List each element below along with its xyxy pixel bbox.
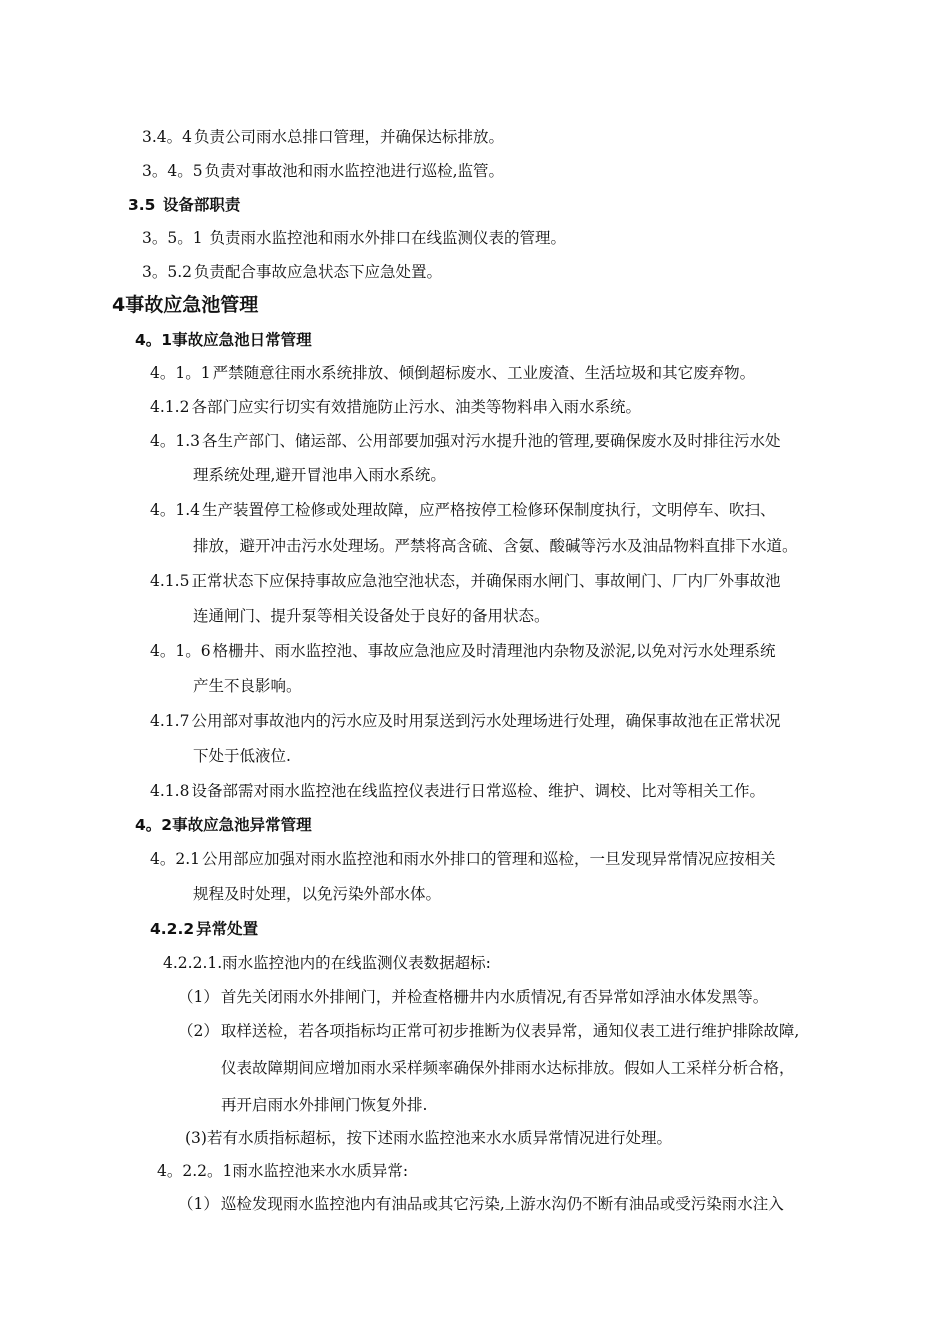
item-1: （1） 首先关闭雨水外排闸门，并检查格栅井内水质情况,有否异常如浮油水体发黑等。 — [178, 988, 769, 1006]
section-4-1-heading: 4。1事故应急池日常管理 — [135, 331, 312, 349]
clause-4-1-7: 4.1.7 公用部对事故池内的污水应及时用泵送到污水处理场进行处理，确保事故池在正常状况 — [150, 712, 781, 730]
clause-4-1-5: 4.1.5 正常状态下应保持事故应急池空池状态，并确保雨水闸门、事故闸门、厂内厂外事故池 — [150, 572, 781, 590]
clause-4-1-2: 4.1.2 各部门应实行切实有效措施防止污水、油类等物料串入雨水系统。 — [150, 398, 641, 416]
clause-3-4-4: 3.4。4 负责公司雨水总排口管理，并确保达标排放。 — [142, 128, 505, 146]
clause-4-1-6-cont: 产生不良影响。 — [193, 677, 302, 695]
section-4-2-heading: 4。2事故应急池异常管理 — [135, 816, 312, 834]
item-2-cont-1: 仪表故障期间应增加雨水采样频率确保外排雨水达标排放。假如人工采样分析合格， — [221, 1059, 795, 1077]
clause-4-1-5-cont: 连通闸门、提升泵等相关设备处于良好的备用状态。 — [193, 607, 550, 625]
clause-4-1-1: 4。1。1 严禁随意往雨水系统排放、倾倒超标废水、工业废渣、生活垃圾和其它废弃物。 — [150, 364, 756, 382]
item-3: (3)若有水质指标超标，按下述雨水监控池来水水质异常情况进行处理。 — [185, 1129, 672, 1147]
item-2-cont-2: 再开启雨水外排闸门恢复外排. — [221, 1096, 428, 1114]
clause-4-1-6: 4。1。6 格栅井、雨水监控池、事故应急池应及时清理池内杂物及淤泥,以免对污水处理系统 — [150, 642, 776, 660]
clause-4-2-2-1-b: 4。2.2。1雨水监控池来水水质异常: — [157, 1162, 409, 1180]
clause-4-2-2-heading: 4.2.2 异常处置 — [150, 920, 259, 938]
chapter-4-heading: 4事故应急池管理 — [112, 294, 259, 316]
clause-4-1-7-cont: 下处于低液位. — [193, 747, 291, 765]
clause-4-1-3-cont: 理系统处理,避开冒池串入雨水系统。 — [193, 466, 446, 484]
clause-4-2-1: 4。2.1 公用部应加强对雨水监控池和雨水外排口的管理和巡检，一旦发现异常情况应按相关 — [150, 850, 776, 868]
item-1-b: （1） 巡检发现雨水监控池内有油品或其它污染,上游水沟仍不断有油品或受污染雨水注入 — [178, 1195, 784, 1213]
section-3-5-heading: 3.5 设备部职责 — [128, 196, 241, 214]
clause-4-1-8: 4.1.8 设备部需对雨水监控池在线监控仪表进行日常巡检、维护、调校、比对等相关工作。 — [150, 782, 765, 800]
clause-4-2-2-1: 4.2.2.1.雨水监控池内的在线监测仪表数据超标: — [163, 954, 491, 972]
clause-3-4-5: 3。4。5 负责对事故池和雨水监控池进行巡检,监管。 — [142, 162, 505, 180]
clause-4-1-4-cont: 排放，避开冲击污水处理场。严禁将高含硫、含氨、酸碱等污水及油品物料直排下水道。 — [193, 537, 798, 555]
clause-3-5-2: 3。5.2 负责配合事故应急状态下应急处置。 — [142, 263, 443, 281]
item-2: （2） 取样送检，若各项指标均正常可初步推断为仪表异常，通知仪表工进行维护排除故障, — [178, 1022, 800, 1040]
clause-4-1-4: 4。1.4 生产装置停工检修或处理故障，应严格按停工检修环保制度执行，文明停车、吹扫、 — [150, 501, 776, 519]
clause-4-2-1-cont: 规程及时处理，以免污染外部水体。 — [193, 885, 442, 903]
clause-4-1-3: 4。1.3 各生产部门、储运部、公用部要加强对污水提升池的管理,要确保废水及时排往污水处 — [150, 432, 781, 450]
clause-3-5-1: 3。5。1 负责雨水监控池和雨水外排口在线监测仪表的管理。 — [142, 229, 567, 247]
